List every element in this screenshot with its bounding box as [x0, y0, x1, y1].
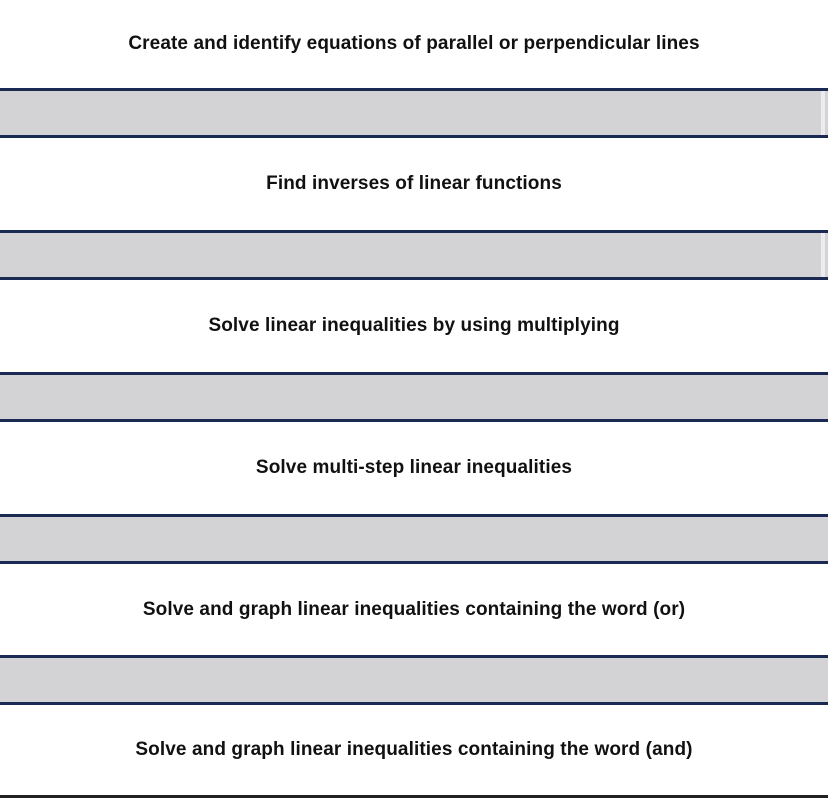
topic-label: Solve multi-step linear inequalities: [255, 457, 573, 478]
topic-label: Solve and graph linear inequalities containing the word (and): [135, 739, 693, 760]
row-separator: [0, 230, 828, 280]
topic-row: [0, 422, 828, 514]
row-separator: [0, 655, 828, 705]
topic-row: [0, 705, 828, 795]
separator-edge-mark: [821, 233, 825, 277]
topic-row: [0, 0, 828, 88]
topic-row: [0, 564, 828, 655]
topic-row: [0, 280, 828, 372]
row-separator: [0, 514, 828, 564]
topic-label: Solve linear inequalities by using multiplying: [208, 315, 620, 336]
topic-label: Solve and graph linear inequalities containing the word (or): [142, 598, 686, 620]
topic-row: [0, 138, 828, 230]
row-separator: [0, 372, 828, 422]
row-separator: [0, 88, 828, 138]
separator-edge-mark: [821, 91, 825, 135]
topic-label: Create and identify equations of parallel or perpendicular lines: [128, 33, 700, 54]
topic-label: Find inverses of linear functions: [266, 173, 562, 194]
